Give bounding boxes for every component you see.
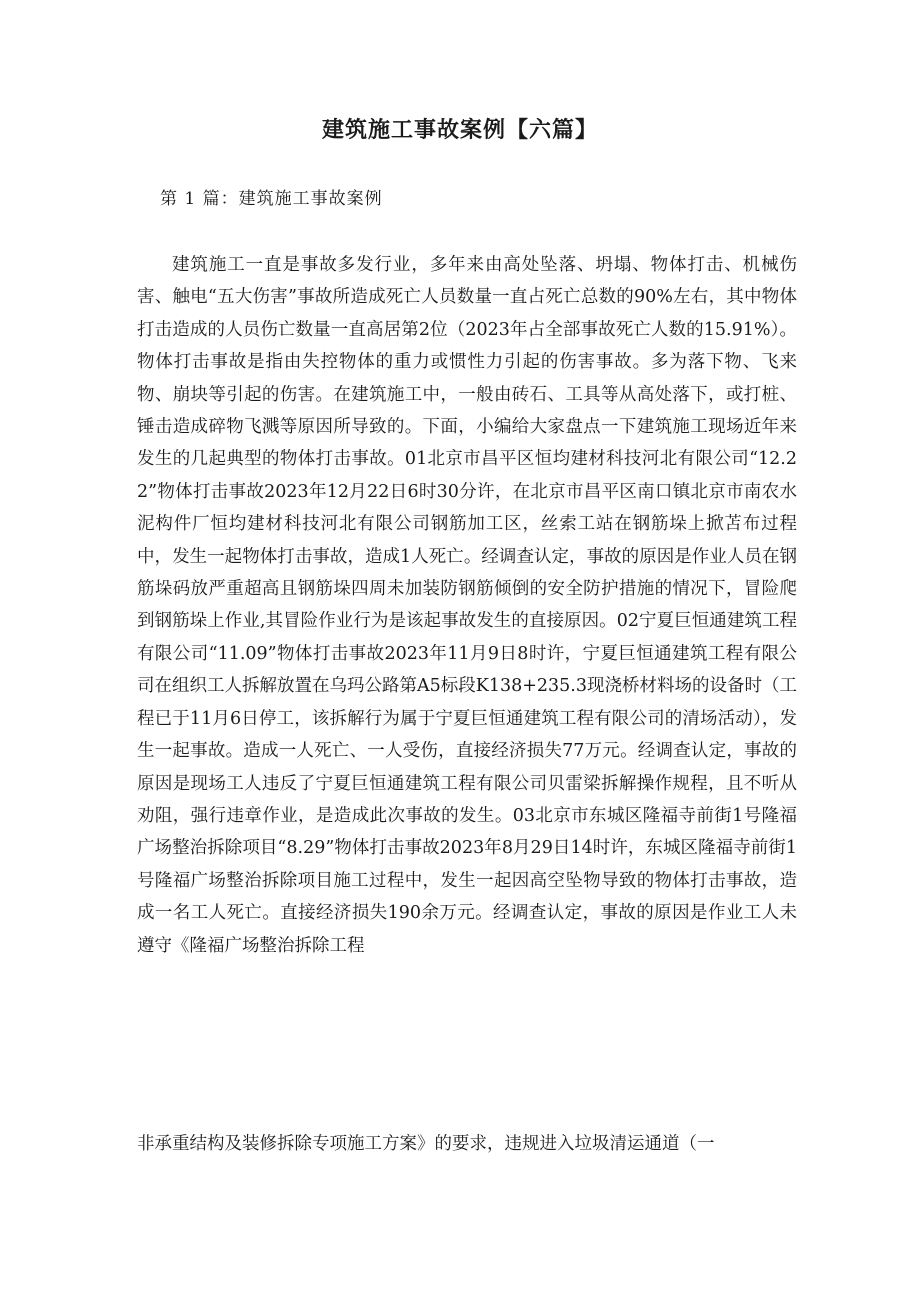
document-title: 建筑施工事故案例【六篇】 [321,118,598,143]
continuation-paragraph: 非承重结构及装修拆除专项施工方案》的要求，违规进入垃圾清运通道（一 [137,1134,715,1154]
body-paragraph: 建筑施工一直是事故多发行业，多年来由高处坠落、坍塌、物体打击、机械伤害、触电“五大伤害”事故所造成死亡人员数量一直占死亡总数的90%左右，其中物体打击造成的人员伤亡数量一直高居第2位（2023年占全部事故死亡人数的15.91%）。物体打击事故是指由失控物体的重力或惯性力引起的伤害事故。多为落下物、飞来物、崩块等引起的伤害。在建筑施工中，一般由砖石、工具等从高处落下，或打桩、锤击造成碎物飞溅等原因所导致的。下面，小编给大家盘点一下建筑施工现场近年来发生的几起典型的物体打击事故。01北京市昌平区恒均建材科技河北有限公司“12.22”物体打击事故2023年12月22日6时30分许，在北京市昌平区南口镇北京市南农水泥构件厂恒均建材科技河北有限公司钢筋加工区，丝索工站在钢筋垛上掀苫布过程中，发生一起物体打击事故，造成1人死亡。经调查认定，事故的原因是作业人员在钢筋垛码放严重超高且钢筋垛四周未加装防钢筋倾倒的安全防护措施的情况下，冒险爬到钢筋垛上作业,其冒险作业行为是该起事故发生的直接原因。02宁夏巨恒通建筑工程有限公司“11.09”物体打击事故2023年11月9日8时许，宁夏巨恒通建筑工程有限公司在组织工人拆解放置在乌玛公路第A5标段K138+235.3现浇桥材料场的设备时（工程已于11月6日停工，该拆解行为属于宁夏巨恒通建筑工程有限公司的清场活动），发生一起事故。造成一人死亡、一人受伤，直接经济损失77万元。经调查认定，事故的原因是现场工人违反了宁夏巨恒通建筑工程有限公司贝雷梁拆解操作规程，且不听从劝阻，强行违章作业，是造成此次事故的发生。03北京市东城区隆福寺前街1号隆福广场整治拆除项目“8.29”物体打击事故2023年8月29日14时许，东城区隆福寺前街1号隆福广场整治拆除项目施工过程中，发生一起因高空坠物导致的物体打击事故，造成一名工人死亡。直接经济损失190余万元。经调查认定，事故的原因是作业工人未遵守《隆福广场整治拆除工程 [137,255,798,956]
chapter-heading: 第 1 篇：建筑施工事故案例 [160,189,383,209]
